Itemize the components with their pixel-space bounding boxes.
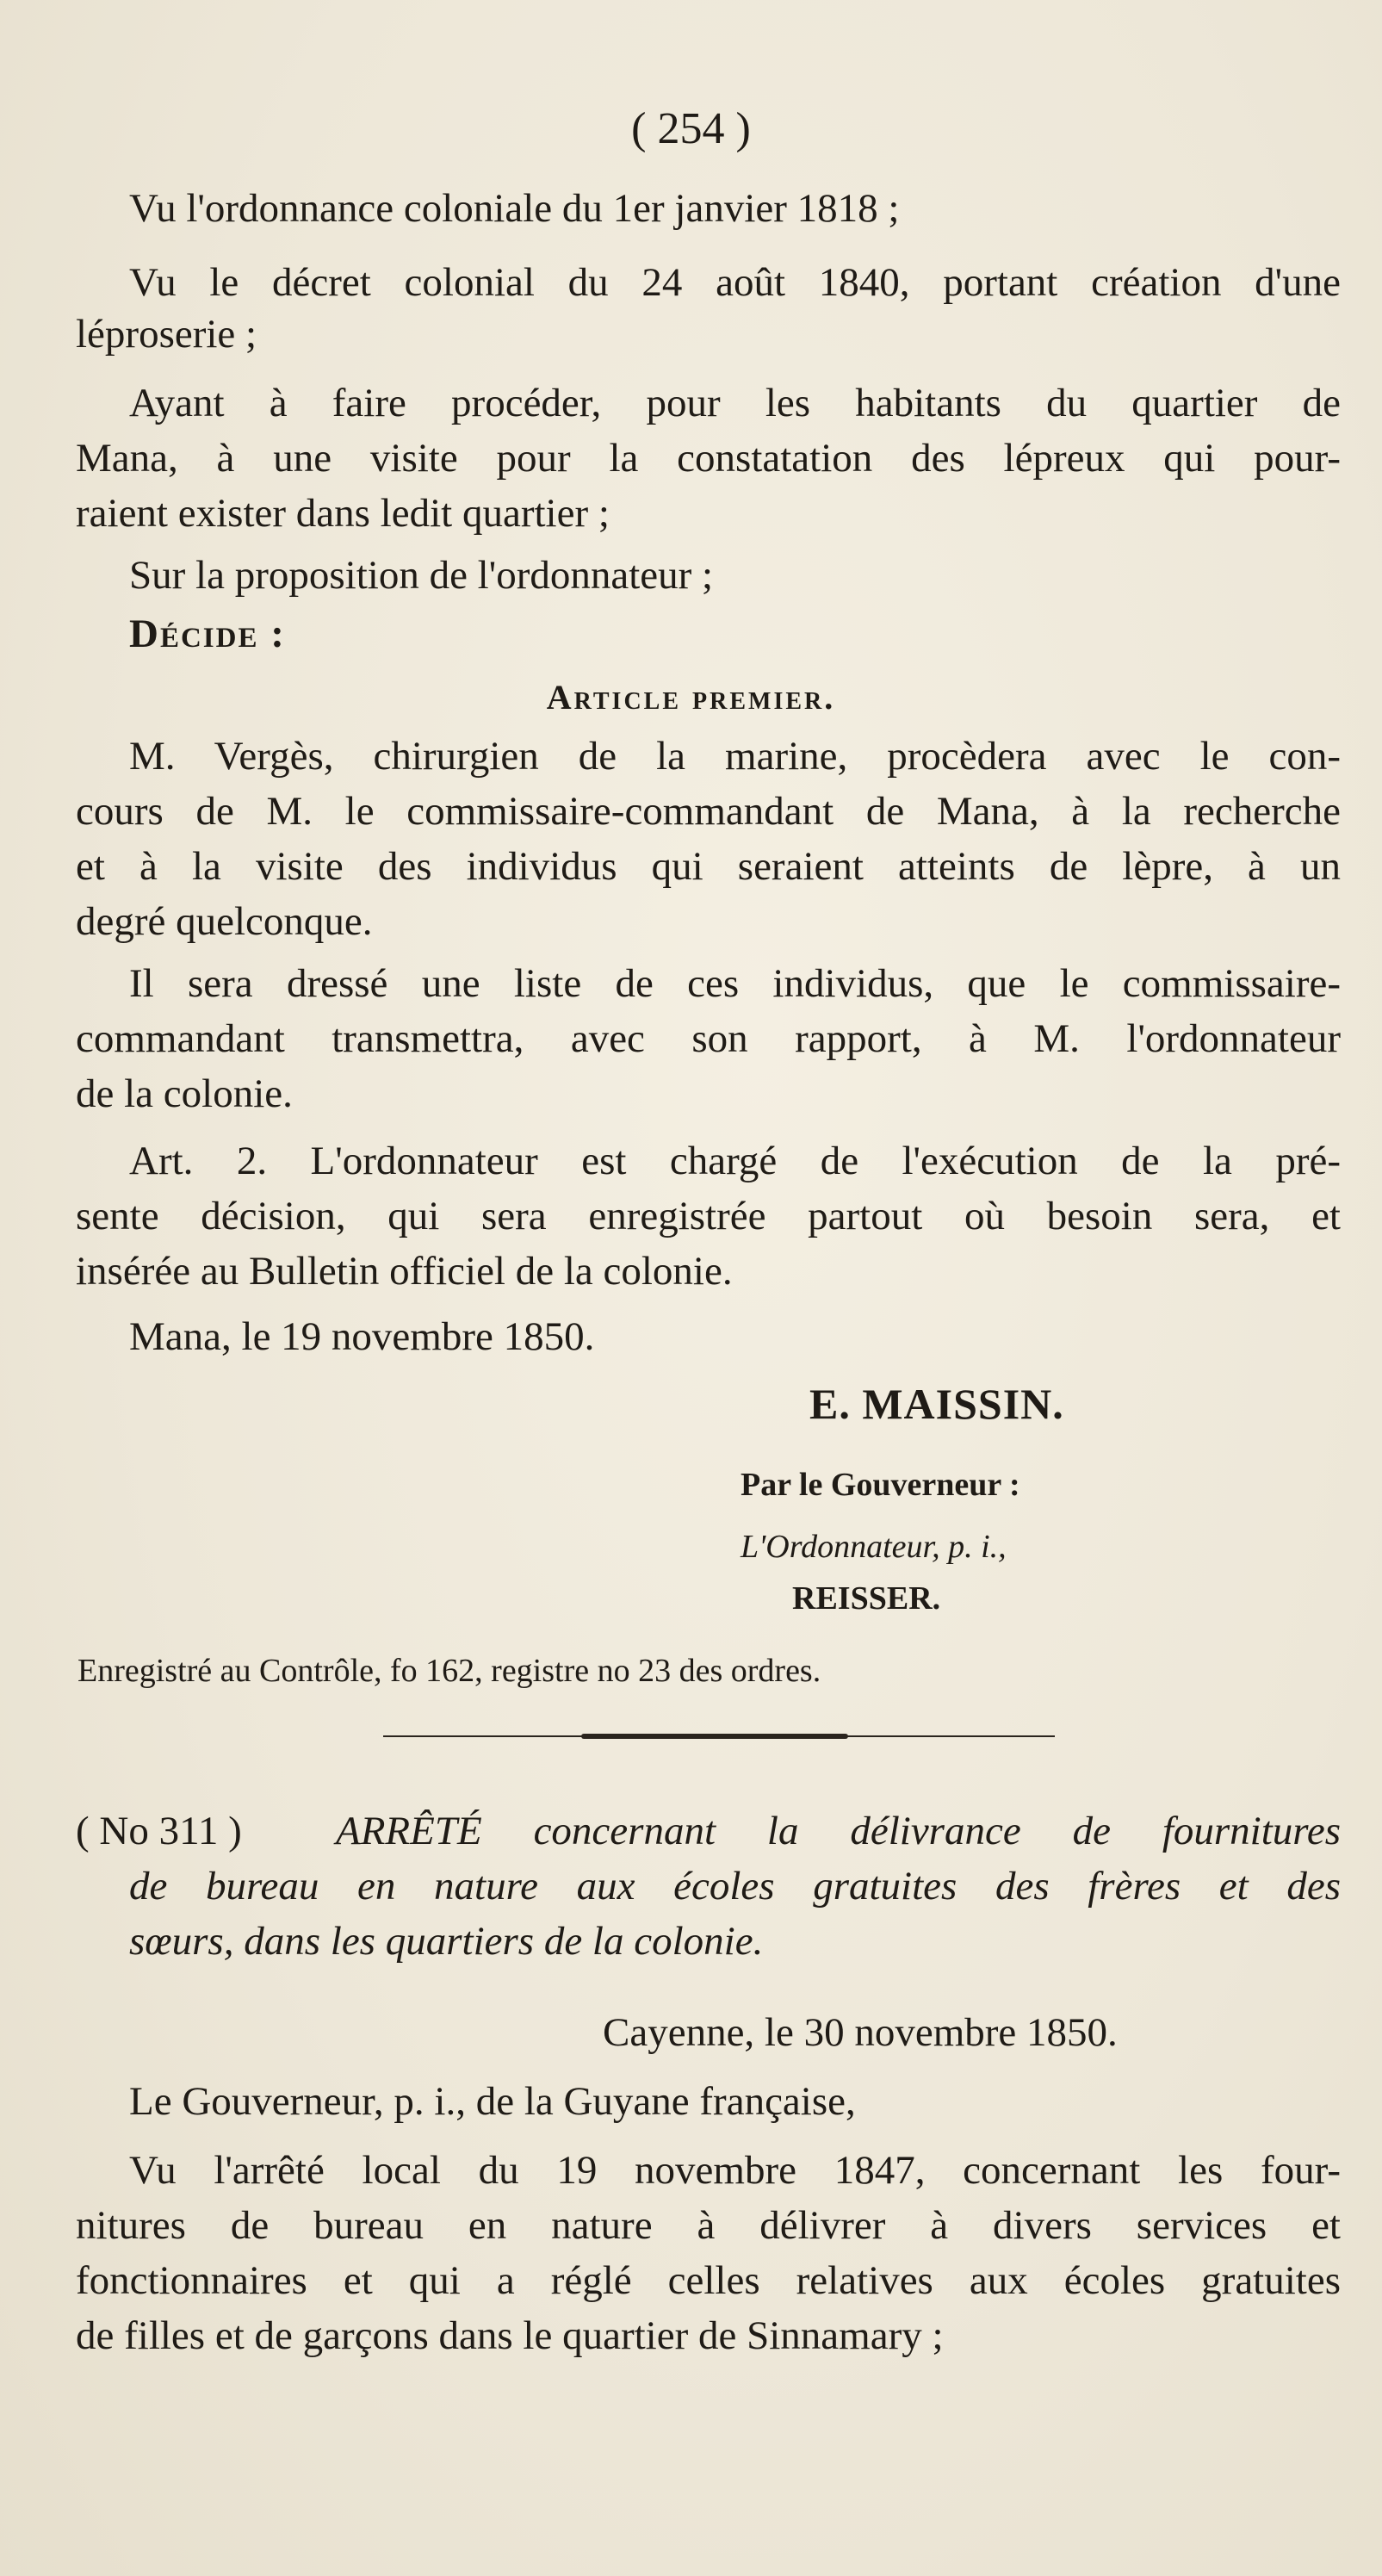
signature-maissin: E. MAISSIN. (809, 1380, 1064, 1428)
paragraph-ordonnance: Vu l'ordonnance coloniale du 1er janvier 1818 ; (129, 186, 900, 231)
article1-para2-line2: commandant transmettra, avec son rapport, à M. l'ordonnateur (76, 1016, 1341, 1061)
ordonnateur-pi: L'Ordonnateur, p. i., (741, 1529, 1007, 1565)
arrete-title-line3: sœurs, dans les quartiers de la colonie. (129, 1919, 764, 1964)
article1-line4: degré quelconque. (76, 899, 373, 944)
vu-arrete-line2: nitures de bureau en nature à délivrer à divers services et (76, 2203, 1341, 2248)
vu-arrete-line3: fonctionnaires et qui a réglé celles relatives aux écoles gratuites (76, 2258, 1341, 2303)
article1-line2: cours de M. le commissaire-commandant de Mana, à la recherche (76, 789, 1341, 834)
arrete-title-line2: de bureau en nature aux écoles gratuites des frères et des (129, 1864, 1341, 1909)
vu-arrete-line1: Vu l'arrêté local du 19 novembre 1847, concernant les four- (129, 2148, 1341, 2193)
place-date-mana: Mana, le 19 novembre 1850. (129, 1314, 595, 1359)
vu-arrete-line4: de filles et de garçons dans le quartier de Sinnamary ; (76, 2313, 944, 2358)
paragraph-decret-line1: Vu le décret colonial du 24 août 1840, portant création d'une (129, 260, 1341, 305)
signature-reisser: REISSER. (792, 1580, 941, 1617)
paragraph-visite-line3: raient exister dans ledit quartier ; (76, 491, 610, 536)
article1-line3: et à la visite des individus qui seraient atteints de lèpre, à un (76, 844, 1341, 889)
arrete-title-line1: ARRÊTÉ concernant la délivrance de fournitures (336, 1809, 1341, 1853)
article1-line1: M. Vergès, chirurgien de la marine, procèdera avec le con- (129, 734, 1341, 779)
paragraph-visite-line2: Mana, à une visite pour la constatation des lépreux qui pour- (76, 436, 1341, 481)
paragraph-visite-line1: Ayant à faire procéder, pour les habitants du quartier de (129, 381, 1341, 425)
enregistre-controle: Enregistré au Contrôle, fo 162, registre no 23 des ordres. (77, 1653, 821, 1689)
par-le-gouverneur: Par le Gouverneur : (741, 1467, 1020, 1503)
article-premier-heading: Article premier. (546, 678, 836, 717)
place-date-cayenne: Cayenne, le 30 novembre 1850. (603, 2010, 1118, 2055)
article1-para2-line3: de la colonie. (76, 1071, 293, 1116)
arrete-number: ( No 311 ) (76, 1809, 242, 1853)
section-divider (383, 1733, 1055, 1740)
le-gouverneur-line: Le Gouverneur, p. i., de la Guyane française, (129, 2079, 856, 2124)
paragraph-proposition: Sur la proposition de l'ordonnateur ; (129, 553, 714, 598)
article2-line3: insérée au Bulletin officiel de la colonie. (76, 1249, 733, 1294)
article1-para2-line1: Il sera dressé une liste de ces individus, que le commissaire- (129, 961, 1341, 1006)
decide-heading: Décide : (129, 611, 286, 656)
page-number: ( 254 ) (631, 104, 751, 153)
article2-line2: sente décision, qui sera enregistrée partout où besoin sera, et (76, 1194, 1341, 1238)
paragraph-decret-line2: léproserie ; (76, 312, 257, 357)
article2-line1: Art. 2. L'ordonnateur est chargé de l'exécution de la pré- (129, 1139, 1341, 1183)
